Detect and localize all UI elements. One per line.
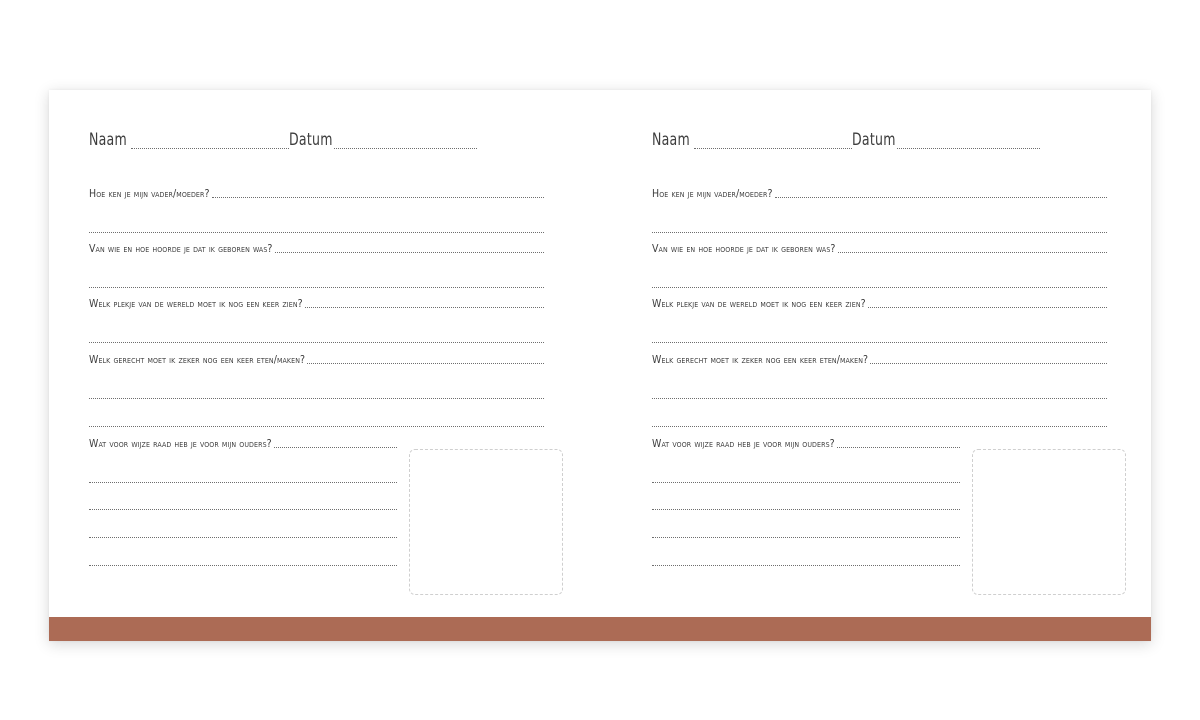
question-3-text: Welk plekje van de wereld moet ik nog een keer zien? (89, 298, 303, 310)
name-label: Naam (89, 130, 127, 150)
name-field[interactable] (652, 130, 852, 150)
answer-line (868, 307, 1107, 308)
answer-line[interactable] (89, 482, 397, 483)
question-2[interactable] (652, 243, 1107, 255)
answer-line[interactable] (652, 398, 1107, 399)
answer-line[interactable] (89, 342, 544, 343)
answer-line[interactable] (89, 287, 544, 288)
date-line (897, 148, 1040, 149)
answer-line[interactable] (652, 426, 1107, 427)
date-field[interactable] (289, 130, 477, 150)
name-line (694, 148, 852, 149)
question-5-text: Wat voor wijze raad heb je voor mijn ouders? (89, 438, 272, 450)
name-label: Naam (652, 130, 690, 150)
name-field[interactable] (89, 130, 289, 150)
question-1[interactable] (89, 188, 544, 200)
answer-line[interactable] (89, 537, 397, 538)
date-field[interactable] (852, 130, 1040, 150)
question-3[interactable] (89, 298, 544, 310)
answer-line[interactable] (89, 232, 544, 233)
question-2-text: Van wie en hoe hoorde je dat ik geboren was? (652, 243, 836, 255)
question-5[interactable] (89, 438, 397, 450)
question-3[interactable] (652, 298, 1107, 310)
answer-line[interactable] (89, 426, 544, 427)
question-1-text: Hoe ken je mijn vader/moeder? (652, 188, 773, 200)
answer-line (275, 252, 544, 253)
photo-placeholder[interactable] (972, 449, 1126, 595)
answer-line[interactable] (652, 287, 1107, 288)
answer-line (775, 197, 1107, 198)
answer-line[interactable] (652, 232, 1107, 233)
answer-line[interactable] (89, 509, 397, 510)
question-2-text: Van wie en hoe hoorde je dat ik geboren was? (89, 243, 273, 255)
guestbook-spread (49, 90, 1151, 641)
question-1[interactable] (652, 188, 1107, 200)
answer-line (274, 447, 397, 448)
question-4-text: Welk gerecht moet ik zeker nog een keer eten/maken? (652, 354, 869, 366)
name-line (131, 148, 289, 149)
answer-line (837, 447, 960, 448)
question-3-text: Welk plekje van de wereld moet ik nog een keer zien? (652, 298, 866, 310)
answer-line[interactable] (89, 565, 397, 566)
photo-placeholder[interactable] (409, 449, 563, 595)
answer-line[interactable] (89, 398, 544, 399)
question-2[interactable] (89, 243, 544, 255)
answer-line[interactable] (652, 509, 960, 510)
date-label: Datum (289, 130, 333, 150)
answer-line[interactable] (652, 482, 960, 483)
answer-line (870, 363, 1107, 364)
answer-line (305, 307, 544, 308)
right-page (612, 90, 1163, 617)
bottom-color-band (49, 617, 1151, 641)
question-4[interactable] (652, 354, 1107, 366)
question-1-text: Hoe ken je mijn vader/moeder? (89, 188, 210, 200)
question-4-text: Welk gerecht moet ik zeker nog een keer eten/maken? (89, 354, 306, 366)
answer-line (838, 252, 1107, 253)
question-5-text: Wat voor wijze raad heb je voor mijn ouders? (652, 438, 835, 450)
answer-line[interactable] (652, 537, 960, 538)
question-4[interactable] (89, 354, 544, 366)
question-5[interactable] (652, 438, 960, 450)
answer-line[interactable] (652, 342, 1107, 343)
answer-line[interactable] (652, 565, 960, 566)
date-label: Datum (852, 130, 896, 150)
answer-line (307, 363, 544, 364)
date-line (334, 148, 477, 149)
answer-line (212, 197, 544, 198)
left-page (49, 90, 600, 617)
